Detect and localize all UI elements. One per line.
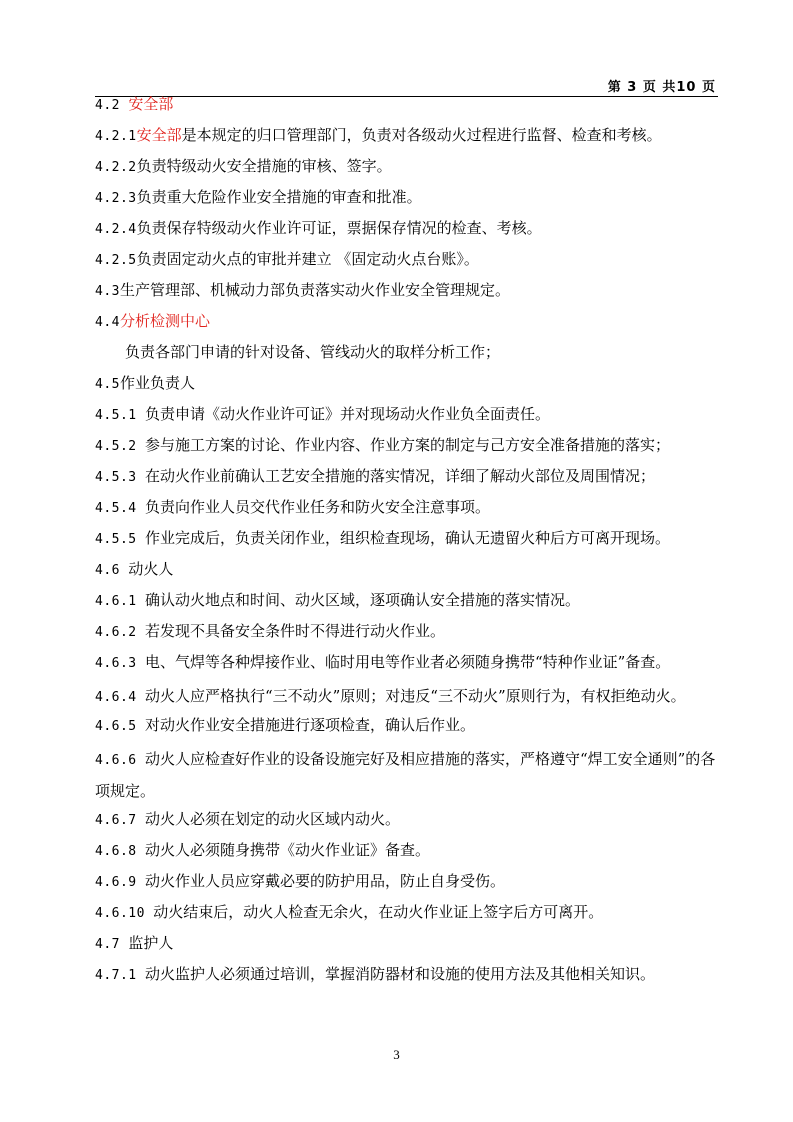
paragraph-line: [95, 681, 721, 713]
paragraph-line: [95, 123, 721, 154]
highlighted-department: 安全部: [136, 126, 182, 144]
paragraph-line: [95, 713, 721, 744]
line-text: 动火人: [128, 560, 174, 578]
line-text: 负责向作业人员交代作业任务和防火安全注意事项。: [144, 498, 490, 516]
section-number: 4.2.1: [95, 129, 137, 144]
section-number: 4.6.8: [95, 844, 145, 859]
section-number: 4.2.5: [95, 253, 137, 268]
section-number: 4.2.4: [95, 222, 137, 237]
paragraph-line: [95, 526, 721, 557]
line-text: 动火作业人员应穿戴必要的防护用品，防止自身受伤。: [144, 872, 505, 890]
paragraph-line: [95, 278, 721, 309]
paragraph-line: [95, 185, 721, 216]
line-text: 对动火作业安全措施进行逐项检查，确认后作业。: [144, 716, 475, 734]
line-text: 动火人必须在划定的动火区域内动火。: [144, 810, 400, 828]
paragraph-line: [95, 371, 721, 402]
line-text: 作业负责人: [119, 374, 195, 392]
highlighted-department: 分析检测中心: [119, 312, 210, 330]
paragraph-line: [95, 154, 721, 185]
line-text: 负责申请《动火作业许可证》并对现场动火作业负全面责任。: [144, 405, 550, 423]
section-number: 4.2.2: [95, 160, 137, 175]
section-number: 4.7.1: [95, 968, 145, 983]
document-body: [95, 92, 721, 993]
paragraph-line: [95, 92, 721, 123]
section-number: 4.5.1: [95, 408, 145, 423]
section-number: 4.6.3: [95, 656, 145, 671]
section-number: 4.6.1: [95, 594, 145, 609]
paragraph-line: [95, 216, 721, 247]
paragraph-line: [95, 869, 721, 900]
line-text: 确认动火地点和时间、动火区域，逐项确认安全措施的落实情况。: [144, 591, 580, 609]
section-number: 4.5.4: [95, 501, 145, 516]
line-text: 在动火作业前确认工艺安全措施的落实情况，详细了解动火部位及周围情况；: [144, 467, 655, 485]
section-number: 4.5.3: [95, 470, 145, 485]
page-number: 3: [393, 1047, 400, 1062]
line-text: 动火人应严格执行“三不动火”原则；对违反“三不动火”原则行为，有权拒绝动火。: [144, 687, 686, 705]
paragraph-line: [95, 557, 721, 588]
line-text: 动火结束后，动火人检查无余火，在动火作业证上签字后方可离开。: [153, 903, 604, 921]
line-text: 作业完成后，负责关闭作业，组织检查现场，确认无遗留火种后方可离开现场。: [144, 529, 670, 547]
section-number: 4.6.7: [95, 813, 145, 828]
section-number: 4.6.9: [95, 875, 145, 890]
section-number: 4.6.5: [95, 719, 145, 734]
paragraph-line: [95, 495, 721, 526]
section-number: 4.7: [95, 937, 129, 952]
paragraph-line: [95, 309, 721, 340]
highlighted-department: 安全部: [128, 95, 174, 113]
section-number: 4.6.10: [95, 906, 154, 921]
line-text: 负责固定动火点的审批并建立 《固定动火点台账》。: [136, 250, 479, 268]
line-text: 负责保存特级动火作业许可证，票据保存情况的检查、考核。: [136, 219, 542, 237]
line-text: 动火人应检查好作业的设备设施完好及相应措施的落实，严格遵守“焊工安全通则”的各项规定。: [95, 750, 716, 800]
paragraph-line: [95, 619, 721, 650]
section-number: 4.4: [95, 315, 120, 330]
paragraph-line: [95, 838, 721, 869]
paragraph-line: [95, 807, 721, 838]
paragraph-line: [95, 247, 721, 278]
line-text: 电、气焊等各种焊接作业、临时用电等作业者必须随身携带“特种作业证”备查。: [144, 653, 671, 671]
paragraph-line: [95, 900, 721, 931]
line-text: 参与施工方案的讨论、作业内容、作业方案的制定与己方安全准备措施的落实；: [144, 436, 670, 454]
paragraph-line: [95, 340, 721, 371]
line-text: 负责各部门申请的针对设备、管线动火的取样分析工作；: [125, 343, 501, 361]
section-number: 4.5.2: [95, 439, 145, 454]
line-text: 是本规定的归口管理部门，负责对各级动火过程进行监督、检查和考核。: [181, 126, 662, 144]
paragraph-line: [95, 744, 721, 807]
paragraph-line: [95, 962, 721, 993]
line-text: 负责重大危险作业安全措施的审查和批准。: [136, 188, 422, 206]
section-number: 4.2: [95, 98, 129, 113]
paragraph-line: [95, 931, 721, 962]
line-text: 监护人: [128, 934, 174, 952]
line-text: 负责特级动火安全措施的审核、签字。: [136, 157, 392, 175]
paragraph-line: [95, 402, 721, 433]
paragraph-line: [95, 650, 721, 681]
line-text: 动火监护人必须通过培训，掌握消防器材和设施的使用方法及其他相关知识。: [144, 965, 655, 983]
section-number: 4.6.2: [95, 625, 145, 640]
page-count-text: 第 3 页 共10 页: [607, 80, 716, 95]
paragraph-line: [95, 588, 721, 619]
line-text: 若发现不具备安全条件时不得进行动火作业。: [144, 622, 445, 640]
line-text: 生产管理部、机械动力部负责落实动火作业安全管理规定。: [119, 281, 510, 299]
paragraph-line: [95, 464, 721, 495]
line-text: 动火人必须随身携带《动火作业证》备查。: [144, 841, 430, 859]
paragraph-line: [95, 433, 721, 464]
section-number: 4.6: [95, 563, 129, 578]
section-number: 4.3: [95, 284, 120, 299]
section-number: 4.6.6: [95, 753, 145, 768]
section-number: 4.5.5: [95, 532, 145, 547]
section-number: 4.2.3: [95, 191, 137, 206]
section-number: 4.5: [95, 377, 120, 392]
section-number: 4.6.4: [95, 690, 145, 705]
